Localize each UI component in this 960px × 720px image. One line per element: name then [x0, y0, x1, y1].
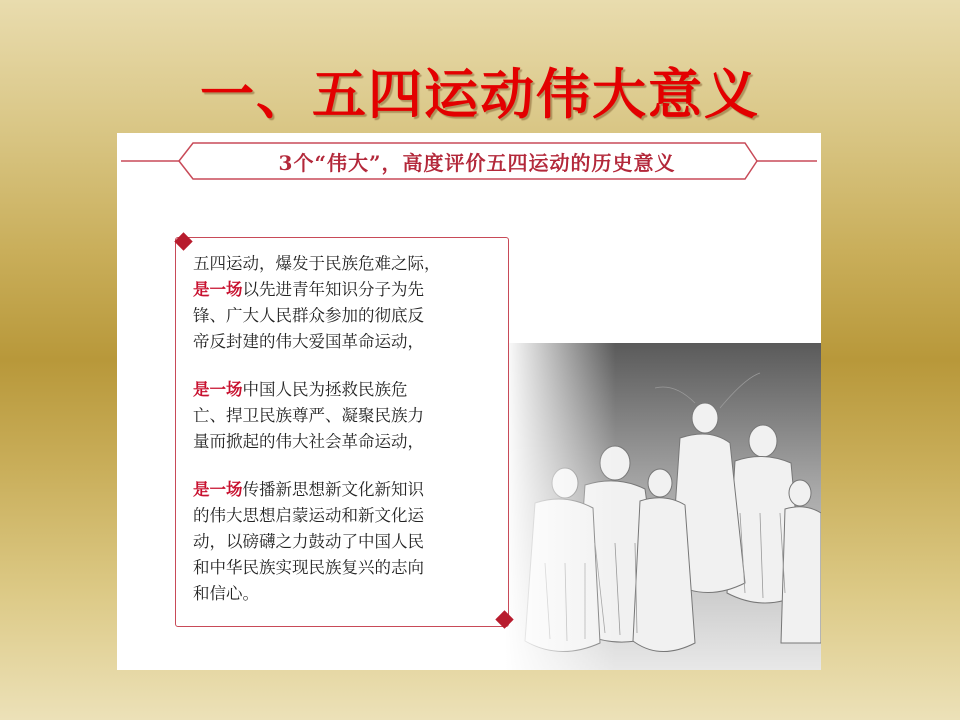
lead-phrase: 是一场 [193, 380, 243, 399]
paragraph-line [193, 477, 509, 503]
paragraph-1 [193, 251, 509, 355]
content-panel [117, 133, 821, 670]
paragraph-line [193, 377, 509, 403]
slide-title: 一、五四运动伟大意义 [200, 62, 760, 126]
paragraph-line: 锋、广大人民群众参加的彻底反 [193, 306, 424, 325]
paragraph-line: 帝反封建的伟大爱国革命运动， [193, 332, 424, 351]
lead-rest: 中国人民为拯救民族危 [242, 380, 408, 399]
paragraph-line: 和中华民族实现民族复兴的志向 [193, 558, 424, 577]
lead-rest: 以先进青年知识分子为先 [242, 280, 424, 299]
lead-phrase: 是一场 [193, 280, 243, 299]
paragraph-line [193, 277, 509, 303]
paragraph-line: 动，以磅礴之力鼓动了中国人民 [193, 532, 424, 551]
lead-phrase: 是一场 [193, 480, 243, 499]
paragraph-2 [193, 377, 509, 455]
paragraph-line: 五四运动，爆发于民族危难之际， [193, 254, 441, 273]
panel-header: 3个“伟大”，高度评价五四运动的历史意义 [278, 151, 676, 175]
paragraph-line: 和信心。 [193, 584, 259, 603]
significance-paragraphs [193, 251, 509, 629]
paragraph-line: 的伟大思想启蒙运动和新文化运 [193, 506, 424, 525]
may-fourth-relief-image [505, 343, 821, 670]
paragraph-line: 量而掀起的伟大社会革命运动， [193, 432, 424, 451]
lead-rest: 传播新思想新文化新知识 [242, 480, 424, 499]
paragraph-line: 亡、捍卫民族尊严、凝聚民族力 [193, 406, 424, 425]
paragraph-3 [193, 477, 509, 607]
